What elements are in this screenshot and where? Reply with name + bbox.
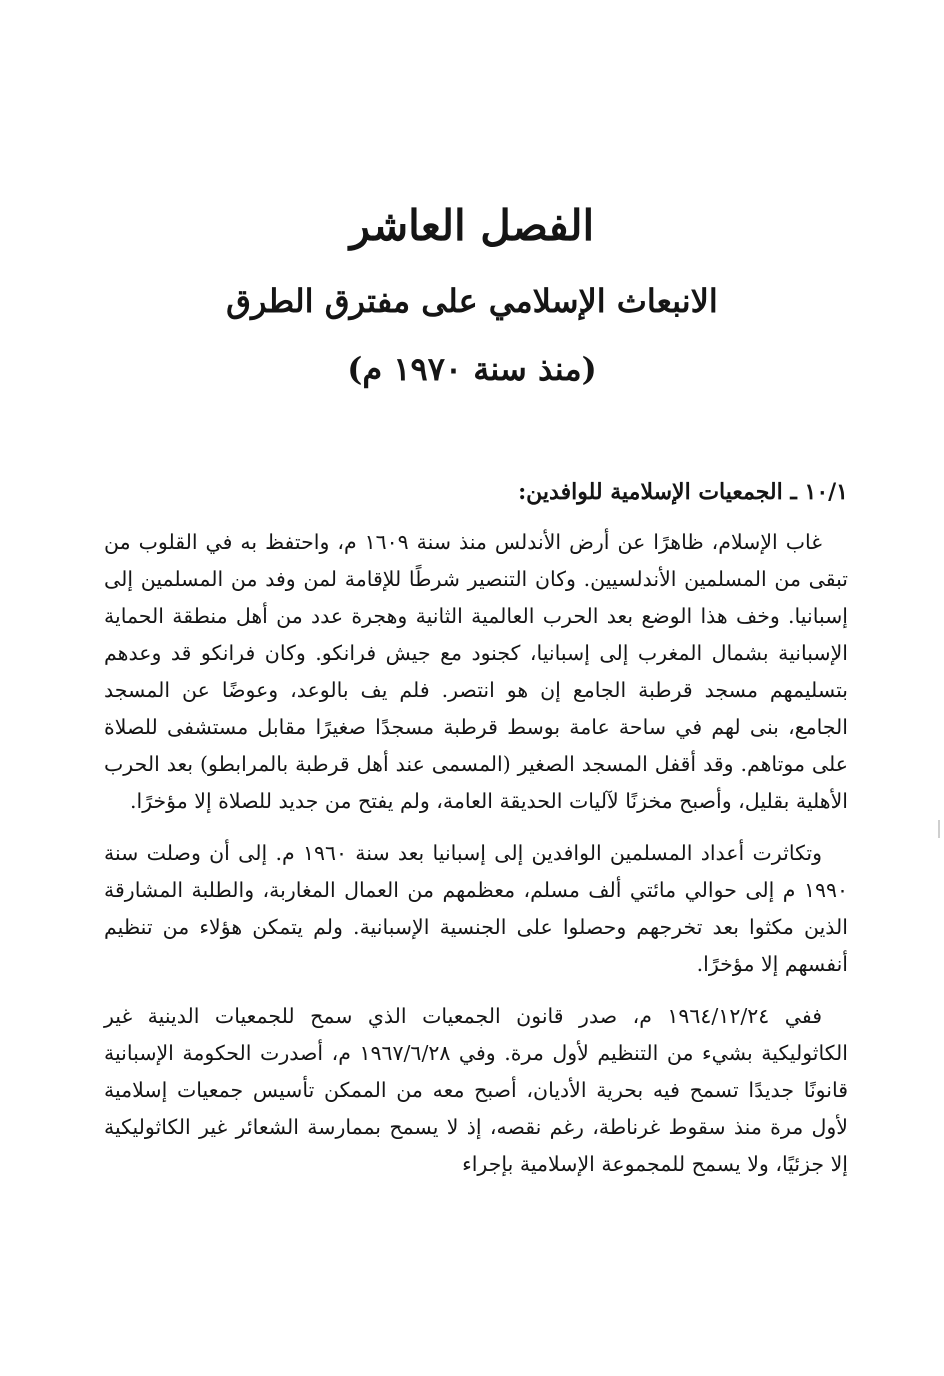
- chapter-title: الفصل العاشر: [349, 201, 595, 250]
- paragraph-2: وتكاثرت أعداد المسلمين الوافدين إلى إسبانيا بعد سنة ١٩٦٠ م. إلى أن وصلت سنة ١٩٩٠ م إلى حوالي مائتي ألف مسلم، معظمهم من العمال المغاربة، والطلبة المشارقة الذين مكثوا بعد تخرجهم وحصلوا على الجنسية الإسبانية. ولم يتمكن هؤلاء من تنظيم أنفسهم إلا مؤخرًا.: [104, 841, 848, 976]
- paragraph-3: ففي ١٩٦٤/١٢/٢٤ م، صدر قانون الجمعيات الذي سمح للجمعيات الدينية غير الكاثوليكية بشيء من التنظيم لأول مرة. وفي ١٩٦٧/٦/٢٨ م، أصدرت الحكومة الإسبانية قانونًا جديدًا تسمح فيه بحرية الأديان، أصبح معه من الممكن تأسيس جمعيات إسلامية لأول مرة منذ سقوط غرناطة، رغم نقصه، إذ لا يسمح بممارسة الشعائر غير الكاثوليكية إلا جزئيًا، ولا يسمح للمجموعة الإسلامية بإجراء: [104, 1004, 848, 1176]
- body-text: [104, 524, 848, 1183]
- page-edge-mark: [938, 820, 940, 838]
- chapter-subtitle: الانبعاث الإسلامي على مفترق الطرق: [226, 282, 718, 320]
- section-heading: ١٠/١ ـ الجمعيات الإسلامية للوافدين:: [518, 479, 848, 505]
- paragraph-1: غاب الإسلام، ظاهرًا عن أرض الأندلس منذ سنة ١٦٠٩ م، واحتفظ به في القلوب من تبقى من المسلمين الأندلسيين. وكان التنصير شرطًا للإقامة لمن وفد من المسلمين إلى إسبانيا. وخف هذا الوضع بعد الحرب العالمية الثانية وهجرة عدد من أهل منطقة الحماية الإسبانية بشمال المغرب إلى إسبانيا، كجنود مع جيش فرانكو. وكان فرانكو قد وعدهم بتسليمهم مسجد قرطبة الجامع إن هو انتصر. فلم يف بالوعد، وعوضًا عن المسجد الجامع، بنى لهم في ساحة عامة بوسط قرطبة مسجدًا صغيرًا مقابل مستشفى للصلاة على موتاهم. وقد أقفل المسجد الصغير (المسمى عند أهل قرطبة بالمرابطو) بعد الحرب الأهلية بقليل، وأصبح مخزنًا لآليات الحديقة العامة، ولم يفتح من جديد للصلاة إلا مؤخرًا.: [104, 530, 848, 813]
- chapter-date: (منذ سنة ١٩٧٠ م): [347, 350, 597, 388]
